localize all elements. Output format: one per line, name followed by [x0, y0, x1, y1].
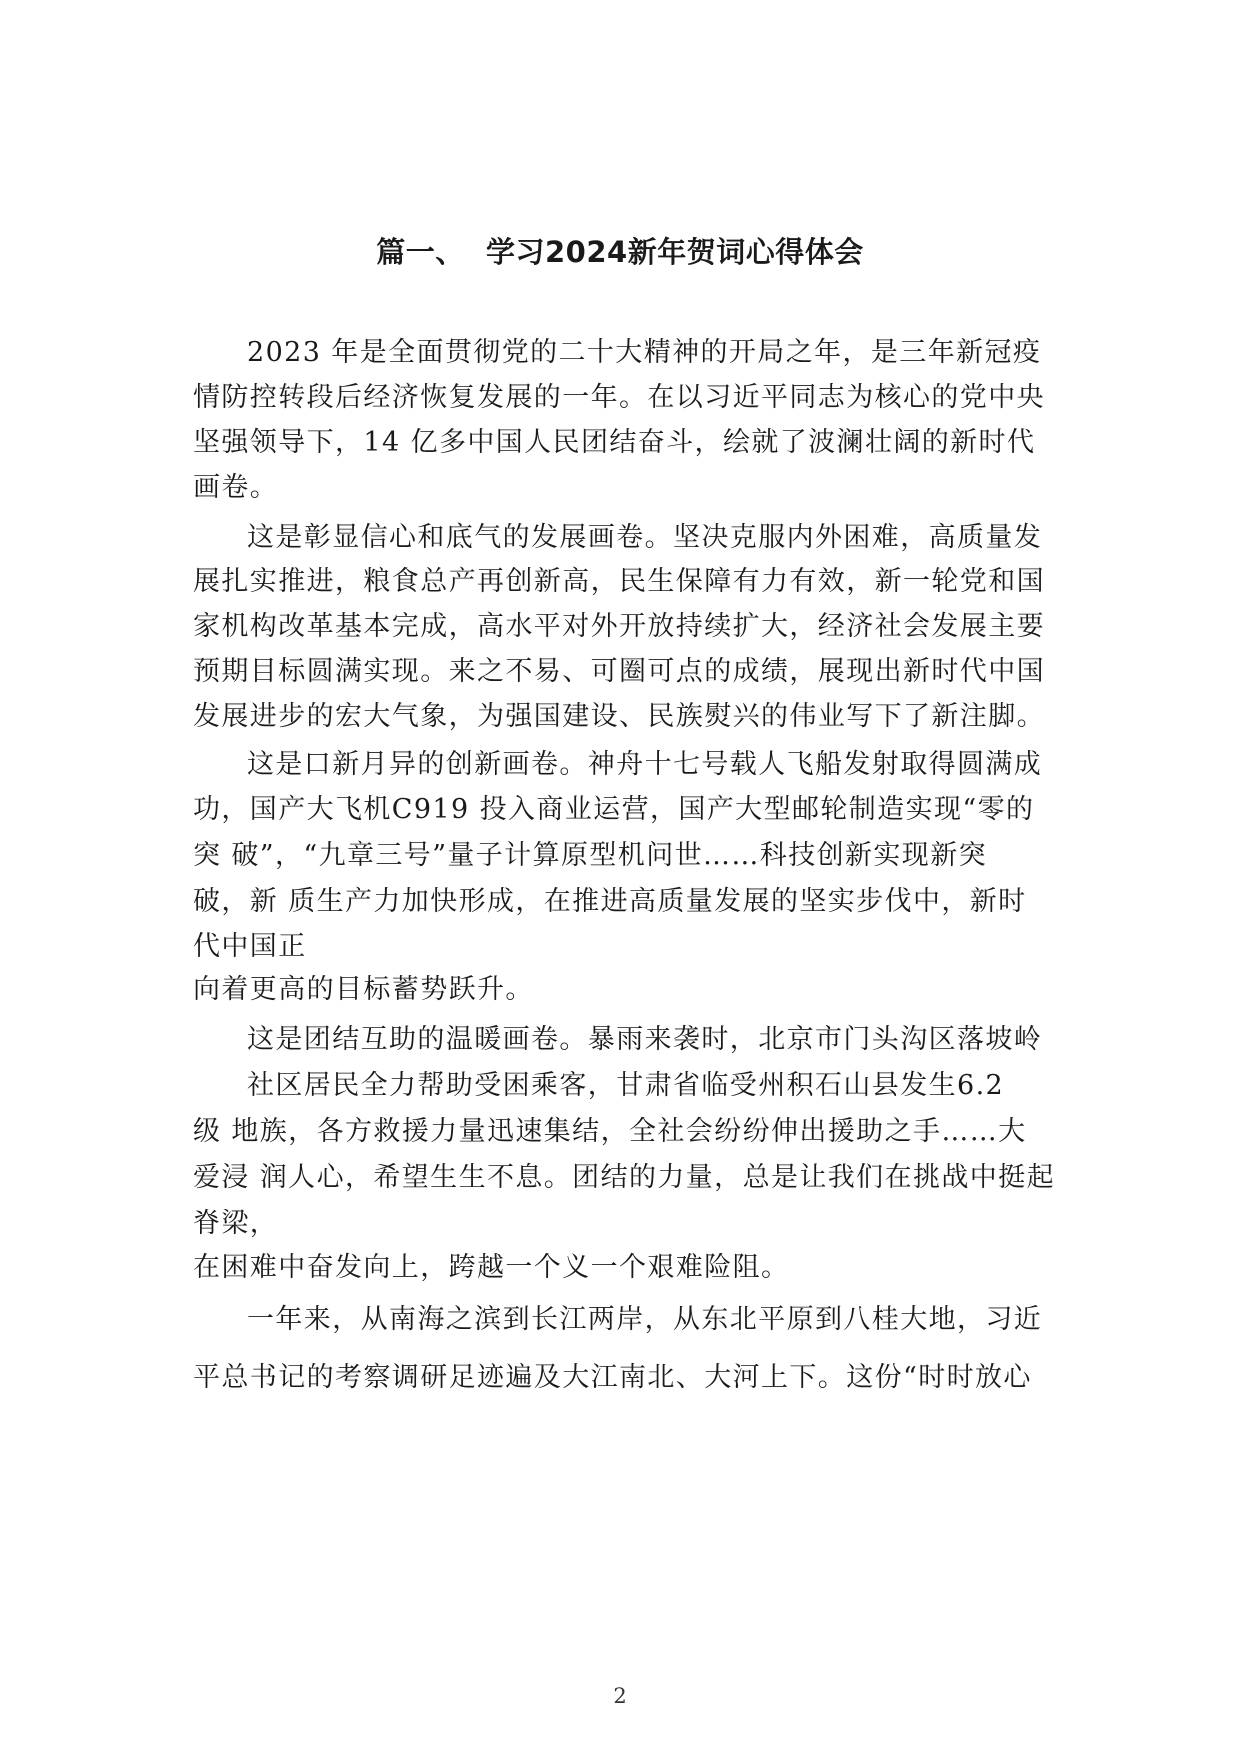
body-line: 家机构改革基本完成，高水平对外开放持续扩大，经济社会发展主要 [193, 611, 1045, 642]
body-line: 情防控转段后经济恢复发展的一年。在以习近平同志为核心的党中央 [193, 382, 1045, 413]
page-number: 2 [613, 1684, 627, 1708]
body-line: 脊梁， [193, 1208, 279, 1239]
body-line: 社区居民全力帮助受困乘客，甘肃省临受州积石山县发生6.2 [247, 1070, 1005, 1101]
body-line: 平总书记的考察调研足迹遍及大江南北、大河上下。这份“时时放心 [193, 1362, 1032, 1393]
body-line: 2023 年是全面贯彻党的二十大精神的开局之年，是三年新冠疫 [247, 337, 1042, 368]
body-line: 这是团结互助的温暖画卷。暴雨来袭时，北京市门头沟区落坡岭 [247, 1024, 1043, 1055]
body-line: 在困难中奋发向上，跨越一个义一个艰难险阻。 [193, 1252, 790, 1283]
body-line: 突 破”，“九章三号”量子计算原型机问世……科技创新实现新突 [193, 840, 987, 871]
body-line: 向着更高的目标蓄势跃升。 [193, 974, 534, 1005]
body-line: 级 地族，各方救援力量迅速集结，全社会纷纷伸出援助之手……大 [193, 1116, 1027, 1147]
body-line: 破，新 质生产力加快形成，在推进高质量发展的坚实步伐中，新时 [193, 886, 1027, 917]
body-line: 展扎实推进，粮食总产再创新高，民生保障有力有效，新一轮党和国 [193, 566, 1045, 597]
body-line: 一年来，从南海之滨到长江两岸，从东北平原到八桂大地，习近 [247, 1304, 1043, 1335]
body-line: 坚强领导下，14 亿多中国人民团结奋斗，绘就了波澜壮阔的新时代 [193, 427, 1036, 458]
body-line: 预期目标圆满实现。来之不易、可圈可点的成绩，展现出新时代中国 [193, 656, 1045, 687]
body-line: 发展进步的宏大气象，为强国建设、民族熨兴的伟业写下了新注脚。 [193, 701, 1045, 732]
body-line: 功，国产大飞机C919 投入商业运营，国产大型邮轮制造实现“零的 [193, 794, 1035, 825]
body-line: 这是口新月异的创新画卷。神舟十七号载人飞船发射取得圆满成 [247, 749, 1043, 780]
body-line: 画卷。 [193, 472, 279, 503]
body-line: 这是彰显信心和底气的发展画卷。坚决克服内外困难，高质量发 [247, 522, 1043, 553]
body-line: 爱浸 润人心，希望生生不息。团结的力量，总是让我们在挑战中挺起 [193, 1162, 1055, 1193]
body-line: 代中国正 [193, 931, 307, 962]
document-title: 篇一、 学习2024新年贺词心得体会 [376, 235, 864, 269]
